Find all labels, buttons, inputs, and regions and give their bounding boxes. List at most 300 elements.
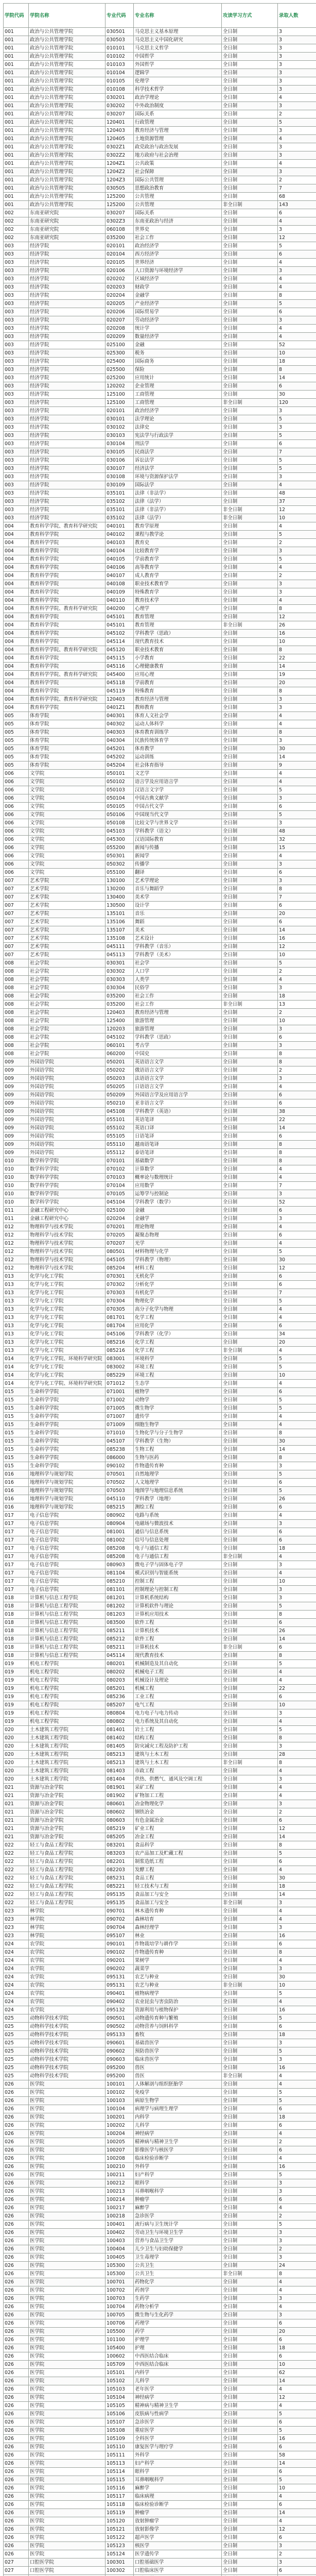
table-row: [4, 2014, 316, 2023]
cell-college-code: 018: [4, 1602, 29, 1611]
cell-college-name: 计算机与信息工程学院: [29, 1627, 106, 1635]
cell-college-code: 026: [4, 2319, 29, 2328]
cell-major-name: 作物遗传育种: [134, 1948, 222, 1957]
cell-college-name: 经济学院: [29, 415, 106, 423]
cell-major-code: 010108: [106, 86, 134, 94]
cell-admit-count: 4: [278, 1767, 316, 1775]
cell-major-name: 电力系统及其自动化: [134, 1718, 222, 1726]
cell-college-name: 医学院: [29, 2163, 106, 2171]
cell-college-name: 教育科学学院: [29, 597, 106, 605]
cell-major-code: 080201: [106, 1660, 134, 1668]
cell-major-code: 100207: [106, 2146, 134, 2155]
table-row: [4, 1965, 316, 1973]
table-row: [4, 2204, 316, 2212]
cell-major-name: 环境工程: [134, 1363, 222, 1371]
cell-major-name: 特殊教育: [134, 687, 222, 696]
cell-major-name: 外国语言学及应用语言学: [134, 1091, 222, 1099]
cell-major-name: 职业技术教育: [134, 646, 222, 654]
cell-study-mode: 全日制: [222, 2188, 278, 2196]
cell-major-code: 100211: [106, 2171, 134, 2179]
table-row: [4, 2509, 316, 2517]
cell-college-name: 医学院: [29, 2295, 106, 2303]
cell-major-name: 资源利用与植物保护: [134, 2006, 222, 2014]
table-row: [4, 2072, 316, 2080]
cell-study-mode: 全日制: [222, 2377, 278, 2385]
cell-major-name: 亚非语言文学: [134, 1099, 222, 1108]
cell-major-name: 控制工程: [134, 1578, 222, 1586]
cell-college-name: 农学院: [29, 1965, 106, 1973]
cell-major-name: 物理化学: [134, 1297, 222, 1306]
cell-major-name: 俄语语言文学: [134, 1066, 222, 1075]
cell-major-name: 社会学: [134, 959, 222, 968]
cell-college-code: 024: [4, 1948, 29, 1957]
cell-major-code: 020101: [106, 407, 134, 415]
cell-college-code: 004: [4, 646, 29, 654]
cell-college-code: 026: [4, 2295, 29, 2303]
table-row: [4, 1578, 316, 1586]
cell-major-code: 081404: [106, 1775, 134, 1784]
cell-major-code: 040106: [106, 564, 134, 572]
cell-major-name: 口腔临床医学: [134, 2567, 222, 2575]
table-row: [4, 1528, 316, 1536]
cell-college-name: 艺术学院: [29, 885, 106, 893]
cell-college-name: 经济学院: [29, 374, 106, 382]
table-row: [4, 2517, 316, 2526]
cell-major-name: 测绘工程: [134, 1503, 222, 1512]
cell-major-code: 081104: [106, 1569, 134, 1578]
table-row: [4, 1371, 316, 1380]
table-row: [4, 374, 316, 382]
cell-college-name: 经济学院: [29, 481, 106, 489]
cell-college-code: 008: [4, 976, 29, 984]
cell-admit-count: 8: [278, 728, 316, 737]
cell-major-name: 应用数学: [134, 1182, 222, 1190]
cell-admit-count: 8: [278, 1149, 316, 1157]
cell-college-code: 014: [4, 1363, 29, 1371]
cell-major-code: 085229: [106, 1371, 134, 1380]
table-row: [4, 992, 316, 1001]
cell-college-name: 外国语学院: [29, 1108, 106, 1116]
cell-admit-count: 13: [278, 1001, 316, 1009]
table-row: [4, 2394, 316, 2402]
cell-major-name: 现代教育技术: [134, 638, 222, 646]
cell-admit-count: 6: [278, 1273, 316, 1281]
cell-study-mode: 全日制: [222, 1429, 278, 1437]
cell-admit-count: 4: [278, 2493, 316, 2501]
cell-major-code: 081001: [106, 1528, 134, 1536]
cell-college-code: 026: [4, 2311, 29, 2319]
cell-study-mode: 全日制: [222, 2319, 278, 2328]
cell-study-mode: 非全日制: [222, 1643, 278, 1652]
cell-admit-count: 3: [278, 1965, 316, 1973]
table-row: [4, 712, 316, 720]
cell-college-name: 医学院: [29, 2270, 106, 2278]
table-row: [4, 2460, 316, 2468]
table-row: [4, 2344, 316, 2352]
table-row: [4, 1058, 316, 1066]
cell-college-name: 数学科学学院: [29, 1190, 106, 1198]
cell-college-name: 教育科学学院、教育科学研究院: [29, 605, 106, 613]
cell-admit-count: 4: [278, 1223, 316, 1231]
table-row: [4, 1207, 316, 1215]
cell-college-name: 机电工程学院: [29, 1685, 106, 1693]
cell-major-code: 030102: [106, 423, 134, 432]
cell-college-code: 001: [4, 28, 29, 36]
cell-college-name: 体育学院: [29, 761, 106, 770]
cell-college-name: 口腔医学院: [29, 2558, 106, 2567]
cell-major-name: 皮肤病与性病学: [134, 2410, 222, 2418]
cell-college-code: 001: [4, 86, 29, 94]
table-row: [4, 36, 316, 44]
table-row: [4, 1948, 316, 1957]
cell-admit-count: 3: [278, 737, 316, 745]
cell-college-code: 026: [4, 2427, 29, 2435]
cell-college-name: 外国语学院: [29, 1149, 106, 1157]
cell-college-name: 医学院: [29, 2146, 106, 2155]
cell-major-name: 公共管理: [134, 201, 222, 209]
table-row: [4, 1149, 316, 1157]
cell-major-code: 100103: [106, 2097, 134, 2105]
cell-college-code: 007: [4, 902, 29, 910]
cell-college-name: 医学院: [29, 2484, 106, 2493]
cell-major-code: 045102: [106, 630, 134, 638]
cell-admit-count: 28: [278, 1751, 316, 1759]
cell-college-name: 机电工程学院: [29, 1718, 106, 1726]
cell-college-name: 政治与公共管理学院: [29, 102, 106, 110]
cell-study-mode: 全日制: [222, 61, 278, 69]
table-row: [4, 168, 316, 176]
table-row: [4, 2212, 316, 2221]
table-row: [4, 1734, 316, 1742]
cell-major-name: 现代教育技术: [134, 1652, 222, 1660]
table-row: [4, 341, 316, 349]
cell-major-name: 民俗学: [134, 984, 222, 992]
cell-major-code: 030505: [106, 184, 134, 193]
cell-college-code: 026: [4, 2435, 29, 2443]
cell-major-code: 045400: [106, 671, 134, 679]
cell-admit-count: 14: [278, 2377, 316, 2385]
cell-major-name: 传播学: [134, 860, 222, 869]
cell-major-code: 100204: [106, 2130, 134, 2138]
cell-major-name: 人文地理学: [134, 1479, 222, 1487]
cell-major-name: 流行病与卫生统计学: [134, 2221, 222, 2229]
cell-college-name: 电子信息学院: [29, 1512, 106, 1520]
cell-admit-count: 3: [278, 588, 316, 597]
cell-college-code: 026: [4, 2410, 29, 2418]
table-row: [4, 102, 316, 110]
table-header: [4, 4, 316, 28]
cell-study-mode: 全日制: [222, 1174, 278, 1182]
cell-college-name: 经济学院: [29, 440, 106, 448]
cell-college-name: 教育科学学院: [29, 654, 106, 663]
cell-college-code: 004: [4, 580, 29, 588]
cell-study-mode: 全日制: [222, 1050, 278, 1058]
cell-major-name: 肿瘤学: [134, 2509, 222, 2517]
cell-admit-count: 58: [278, 2451, 316, 2460]
table-row: [4, 1957, 316, 1965]
cell-major-name: 医学遗传学: [134, 2550, 222, 2558]
cell-major-name: 免疫学: [134, 2089, 222, 2097]
cell-major-name: 民商法学: [134, 448, 222, 456]
cell-admit-count: 10: [278, 1701, 316, 1709]
cell-college-name: 经济学院: [29, 308, 106, 316]
cell-major-code: 100704: [106, 2303, 134, 2311]
cell-college-name: 社会学院: [29, 1001, 106, 1009]
cell-admit-count: 5: [278, 2410, 316, 2418]
cell-college-code: 006: [4, 794, 29, 803]
cell-study-mode: 全日制: [222, 2097, 278, 2105]
cell-study-mode: 全日制: [222, 1520, 278, 1528]
table-row: [4, 1891, 316, 1899]
cell-college-code: 005: [4, 761, 29, 770]
cell-study-mode: 全日制: [222, 2080, 278, 2089]
cell-admit-count: 5: [278, 415, 316, 423]
cell-major-name: 儿科学: [134, 2122, 222, 2130]
cell-admit-count: 3: [278, 127, 316, 135]
cell-admit-count: 32: [278, 836, 316, 844]
cell-study-mode: 全日制: [222, 184, 278, 193]
cell-major-name: 电力电子与电力传动: [134, 1709, 222, 1718]
table-row: [4, 976, 316, 984]
cell-major-code: 105300: [106, 2262, 134, 2270]
cell-major-name: 教育经济与管理: [134, 127, 222, 135]
cell-admit-count: 5: [278, 2476, 316, 2484]
cell-major-code: 045118: [106, 679, 134, 687]
cell-study-mode: 全日制: [222, 1025, 278, 1033]
cell-college-name: [29, 2575, 106, 2576]
cell-college-name: 医学院: [29, 2303, 106, 2311]
cell-admit-count: 7: [278, 184, 316, 193]
cell-college-name: 电子信息学院: [29, 1545, 106, 1553]
cell-study-mode: 全日制: [222, 1479, 278, 1487]
cell-major-code: 025500: [106, 366, 134, 374]
table-row: [4, 2567, 316, 2575]
cell-college-code: 015: [4, 1454, 29, 1462]
table-row: [4, 44, 316, 53]
cell-major-name: 生药学: [134, 2295, 222, 2303]
cell-college-name: 计算机与信息工程学院: [29, 1611, 106, 1619]
table-row: [4, 391, 316, 399]
cell-study-mode: 全日制: [222, 819, 278, 827]
cell-college-code: 001: [4, 94, 29, 102]
cell-study-mode: 全日制: [222, 1099, 278, 1108]
cell-study-mode: 全日制: [222, 2179, 278, 2188]
cell-major-name: 区域经济学: [134, 275, 222, 283]
cell-college-name: 经济学院: [29, 349, 106, 358]
cell-study-mode: 全日制: [222, 2056, 278, 2064]
table-row: [4, 1784, 316, 1792]
table-row: [4, 1833, 316, 1841]
cell-study-mode: 全日制: [222, 1240, 278, 1248]
table-row: [4, 1685, 316, 1693]
cell-major-name: 宪法学与行政法学: [134, 432, 222, 440]
cell-major-name: 语言学及应用语言学: [134, 778, 222, 786]
cell-admit-count: 16: [278, 630, 316, 638]
cell-college-name: 地理科学与规划学院: [29, 1479, 106, 1487]
cell-college-name: 经济学院: [29, 267, 106, 275]
cell-college-name: 土木建筑工程学院: [29, 1726, 106, 1734]
table-row: [4, 1388, 316, 1396]
cell-admit-count: 5: [278, 1602, 316, 1611]
cell-major-name: 国际关系: [134, 110, 222, 118]
cell-college-code: 026: [4, 2336, 29, 2344]
cell-college-code: 009: [4, 1141, 29, 1149]
cell-college-code: 012: [4, 1240, 29, 1248]
cell-major-code: 035200: [106, 992, 134, 1001]
cell-major-code: 045120: [106, 646, 134, 654]
cell-college-code: 026: [4, 2303, 29, 2311]
cell-college-code: 025: [4, 2064, 29, 2072]
cell-major-name: 中西医结合临床: [134, 2361, 222, 2369]
cell-major-code: 100706: [106, 2319, 134, 2328]
cell-college-name: 社会学院: [29, 976, 106, 984]
cell-study-mode: 全日制: [222, 2550, 278, 2558]
cell-major-code: 081704: [106, 1322, 134, 1330]
cell-college-code: 006: [4, 844, 29, 852]
cell-college-code: 026: [4, 2451, 29, 2460]
cell-study-mode: 全日制: [222, 2311, 278, 2319]
cell-major-code: 030301: [106, 959, 134, 968]
table-row: [4, 514, 316, 522]
cell-college-name: 外国语学院: [29, 1091, 106, 1099]
cell-major-name: 社会工作: [134, 234, 222, 242]
cell-study-mode: 全日制: [222, 1141, 278, 1149]
cell-college-code: 006: [4, 836, 29, 844]
cell-college-name: 化学与化工学院: [29, 1322, 106, 1330]
cell-admit-count: 4: [278, 2286, 316, 2295]
cell-college-code: 003: [4, 267, 29, 275]
cell-study-mode: 全日制: [222, 2328, 278, 2336]
cell-admit-count: 4: [278, 94, 316, 102]
cell-college-code: 012: [4, 1248, 29, 1256]
cell-college-name: 医学院: [29, 2468, 106, 2476]
header-college-code: 学院代码: [4, 4, 29, 28]
cell-college-code: 004: [4, 522, 29, 531]
cell-college-name: 政治与公共管理学院: [29, 61, 106, 69]
cell-major-name: 统计学: [134, 325, 222, 333]
table-row: [4, 951, 316, 959]
cell-college-name: 化学与化工学院: [29, 1330, 106, 1338]
cell-college-code: 024: [4, 1998, 29, 2006]
table-row: [4, 1668, 316, 1676]
cell-college-code: 007: [4, 877, 29, 885]
cell-college-name: 经济学院: [29, 391, 106, 399]
cell-college-name: 医学院: [29, 2212, 106, 2221]
cell-major-code: 020207: [106, 316, 134, 325]
cell-major-name: 理论物理: [134, 1223, 222, 1231]
cell-college-code: 003: [4, 242, 29, 250]
cell-study-mode: 全日制: [222, 1833, 278, 1841]
cell-study-mode: 全日制: [222, 646, 278, 654]
cell-study-mode: 全日制: [222, 564, 278, 572]
cell-admit-count: 20: [278, 679, 316, 687]
cell-college-name: 东南亚研究院: [29, 226, 106, 234]
cell-study-mode: 全日制: [222, 217, 278, 226]
cell-college-code: 025: [4, 2039, 29, 2047]
cell-admit-count: 3: [278, 1462, 316, 1470]
cell-major-code: 071012: [106, 1380, 134, 1388]
cell-major-code: 130500: [106, 902, 134, 910]
cell-major-name: 学科教学（思政）: [134, 630, 222, 638]
cell-major-name: 教师教育: [134, 704, 222, 712]
cell-college-name: 医学院: [29, 2418, 106, 2427]
cell-college-code: 008: [4, 1033, 29, 1042]
cell-college-code: 026: [4, 2402, 29, 2410]
cell-college-name: 机电工程学院: [29, 1701, 106, 1709]
cell-major-code: 010105: [106, 77, 134, 86]
cell-major-name: 化学工程: [134, 1314, 222, 1322]
cell-admit-count: 5: [278, 1248, 316, 1256]
cell-study-mode: 全日制: [222, 1998, 278, 2006]
cell-major-name: 中国哲学: [134, 53, 222, 61]
table-row: [4, 1289, 316, 1297]
cell-admit-count: 14: [278, 1446, 316, 1454]
cell-admit-count: 22: [278, 1685, 316, 1693]
cell-admit-count: 5: [278, 1297, 316, 1306]
table-row: [4, 2221, 316, 2229]
cell-major-name: 卫生毒理学: [134, 2253, 222, 2262]
table-row: [4, 1215, 316, 1223]
cell-major-code: 070305: [106, 1306, 134, 1314]
table-row: [4, 827, 316, 836]
cell-college-name: 电子信息学院: [29, 1520, 106, 1528]
cell-study-mode: 全日制: [222, 1594, 278, 1602]
cell-study-mode: 全日制: [222, 44, 278, 53]
cell-admit-count: 4: [278, 1718, 316, 1726]
cell-major-name: 防灾减灾工程及防护工程: [134, 1742, 222, 1751]
cell-major-code: 045113: [106, 951, 134, 959]
table-row: [4, 1907, 316, 1916]
cell-major-code: 045114: [106, 638, 134, 646]
cell-college-code: 026: [4, 2509, 29, 2517]
table-row: [4, 893, 316, 902]
cell-college-code: 006: [4, 803, 29, 811]
cell-study-mode: 全日制: [222, 1932, 278, 1940]
cell-study-mode: 非全日制: [222, 1759, 278, 1767]
cell-college-code: 001: [4, 102, 29, 110]
table-row: [4, 1841, 316, 1850]
cell-college-name: 化学与化工学院: [29, 1347, 106, 1355]
cell-college-name: 文学院: [29, 819, 106, 827]
cell-study-mode: 全日制: [222, 135, 278, 143]
table-row: [4, 415, 316, 423]
cell-admit-count: 14: [278, 374, 316, 382]
cell-college-code: 004: [4, 630, 29, 638]
cell-admit-count: 4: [278, 2278, 316, 2286]
cell-study-mode: 全日制: [222, 531, 278, 539]
cell-college-code: 009: [4, 1124, 29, 1132]
cell-admit-count: 5: [278, 2014, 316, 2023]
cell-college-name: 电子信息学院: [29, 1528, 106, 1536]
table-row: [4, 2130, 316, 2138]
cell-study-mode: 全日制: [222, 2344, 278, 2352]
cell-admit-count: 5: [278, 959, 316, 968]
cell-study-mode: 全日制: [222, 366, 278, 374]
cell-major-name: 电气工程: [134, 1701, 222, 1709]
table-row: [4, 77, 316, 86]
cell-college-code: 006: [4, 869, 29, 877]
table-row: [4, 2369, 316, 2377]
cell-major-name: 病理学与病理生理学: [134, 2105, 222, 2113]
cell-major-code: 040301: [106, 712, 134, 720]
cell-college-code: 026: [4, 2113, 29, 2122]
table-row: [4, 1025, 316, 1033]
cell-admit-count: 6: [278, 2567, 316, 2575]
table-row: [4, 803, 316, 811]
cell-college-name: 医学院: [29, 2204, 106, 2212]
cell-college-code: 017: [4, 1520, 29, 1528]
cell-major-code: 020101: [106, 242, 134, 250]
